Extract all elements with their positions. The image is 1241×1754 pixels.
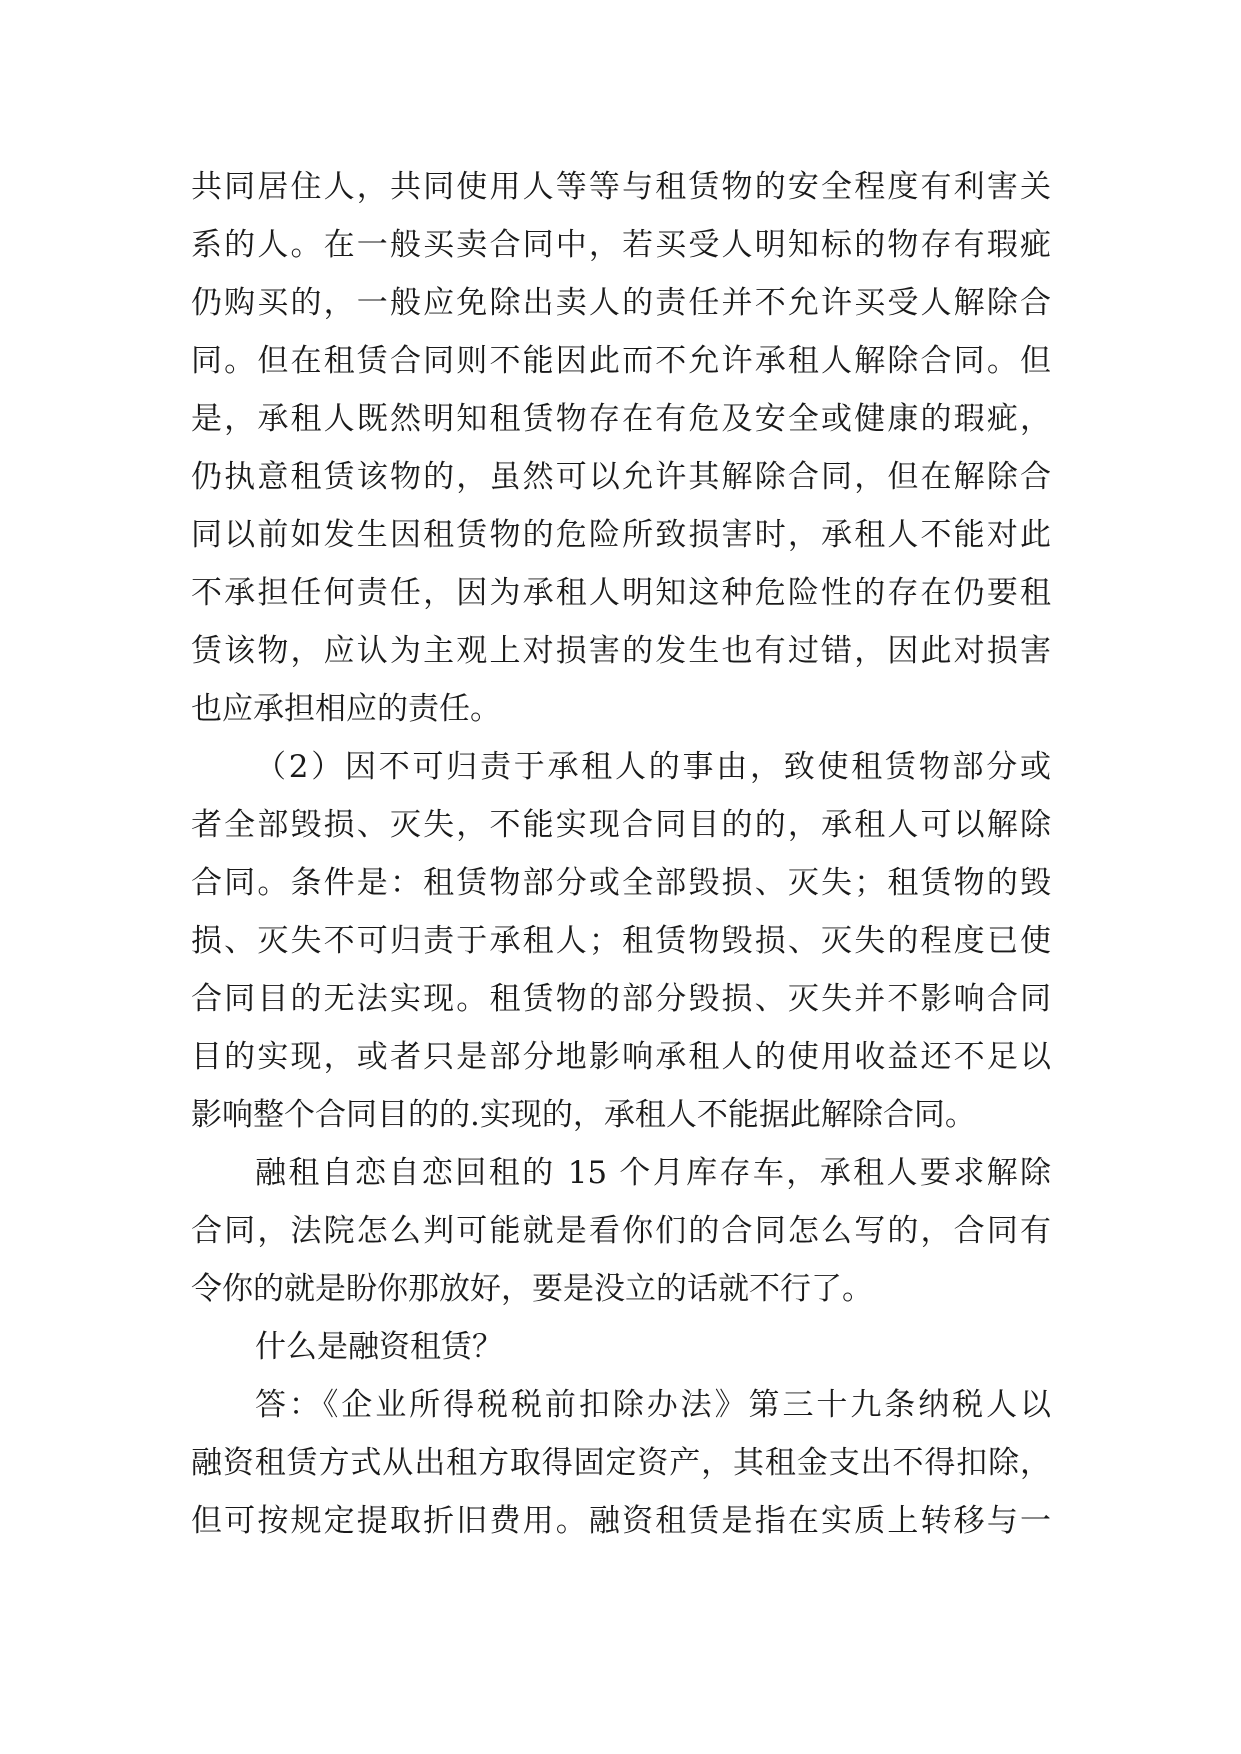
text-line: 令你的就是盼你那放好，要是没立的话就不行了。: [191, 1271, 873, 1307]
text-line: 什么是融资租赁？: [255, 1329, 503, 1365]
text-line: 同以前如发生因租赁物的危险所致损害时，承租人不能对此: [191, 517, 1051, 553]
text-line: 也应承担相应的责任。: [191, 691, 501, 727]
document-body: [191, 158, 1051, 1550]
text-line: 目的实现，或者只是部分地影响承租人的使用收益还不足以: [191, 1039, 1051, 1075]
text-line: 不承担任何责任，因为承租人明知这种危险性的存在仍要租: [191, 575, 1051, 611]
text-line: 仍执意租赁该物的，虽然可以允许其解除合同，但在解除合: [191, 459, 1051, 495]
text-line: 合同目的无法实现。租赁物的部分毁损、灭失并不影响合同: [191, 981, 1051, 1017]
text-line: 赁该物，应认为主观上对损害的发生也有过错，因此对损害: [191, 633, 1051, 669]
text-line: 合同，法院怎么判可能就是看你们的合同怎么写的，合同有: [191, 1213, 1051, 1249]
text-line: 答：《企业所得税税前扣除办法》第三十九条纳税人以: [255, 1387, 1051, 1423]
text-line: 是，承租人既然明知租赁物存在有危及安全或健康的瑕疵，: [191, 401, 1051, 437]
text-line: 仍购买的，一般应免除出卖人的责任并不允许买受人解除合: [191, 285, 1051, 321]
text-line: 损、灭失不可归责于承租人；租赁物毁损、灭失的程度已使: [191, 923, 1051, 959]
text-line: 同。但在租赁合同则不能因此而不允许承租人解除合同。但: [191, 343, 1051, 379]
text-line: 系的人。在一般买卖合同中，若买受人明知标的物存有瑕疵: [191, 227, 1051, 263]
text-line: （2）因不可归责于承租人的事由，致使租赁物部分或: [255, 749, 1051, 785]
text-line: 共同居住人，共同使用人等等与租赁物的安全程度有利害关: [191, 169, 1051, 205]
text-line: 融租自恋自恋回租的 15 个月库存车，承租人要求解除: [255, 1155, 1051, 1191]
text-line: 合同。条件是：租赁物部分或全部毁损、灭失；租赁物的毁: [191, 865, 1051, 901]
text-line: 者全部毁损、灭失，不能实现合同目的的，承租人可以解除: [191, 807, 1051, 843]
text-line: 融资租赁方式从出租方取得固定资产，其租金支出不得扣除，: [191, 1445, 1051, 1481]
text-line: 但可按规定提取折旧费用。融资租赁是指在实质上转移与一: [191, 1503, 1051, 1539]
text-line: 影响整个合同目的的.实现的，承租人不能据此解除合同。: [191, 1097, 976, 1133]
